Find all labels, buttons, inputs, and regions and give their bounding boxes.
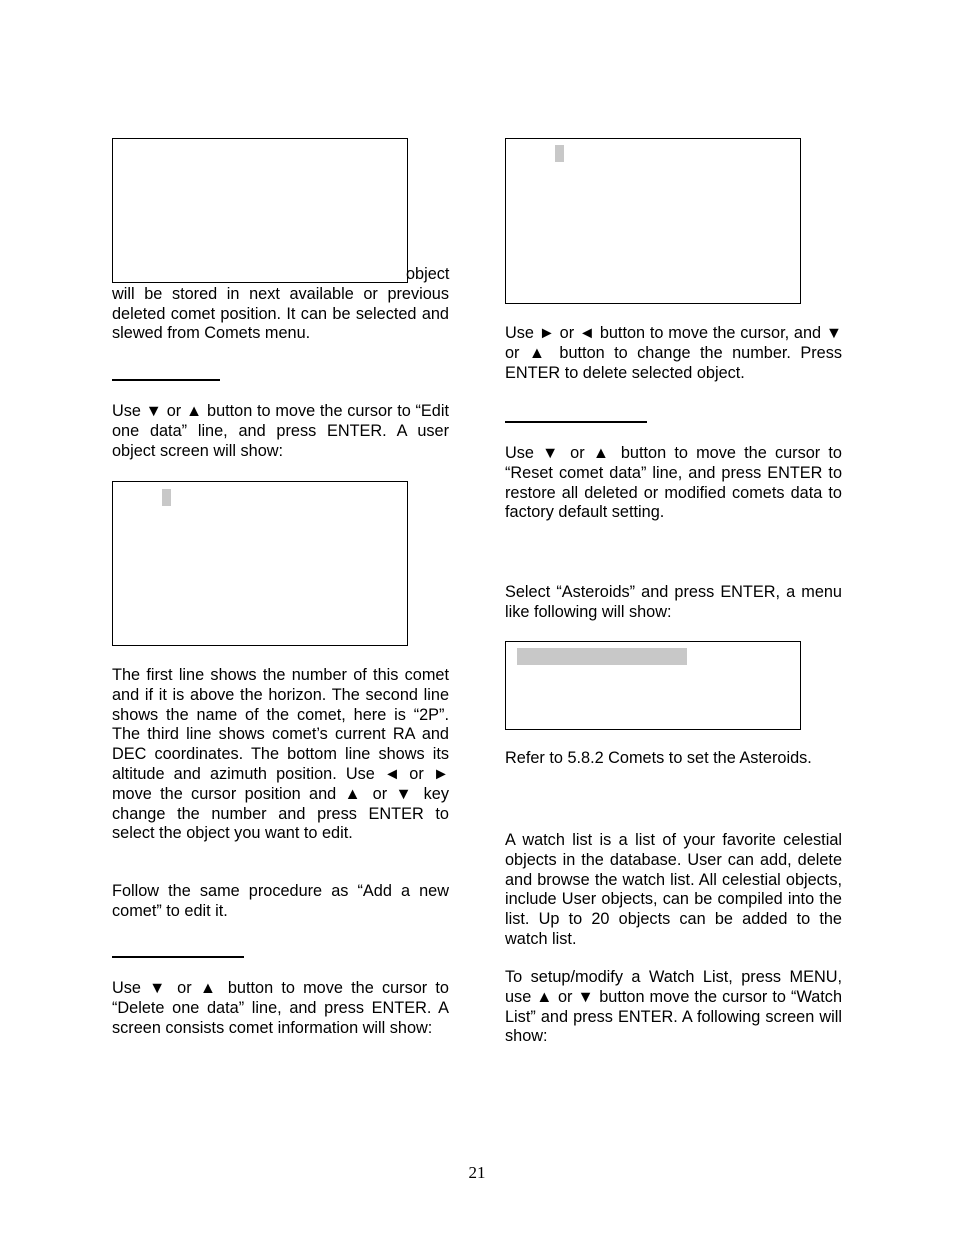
follow-procedure-paragraph: Follow the same procedure as “Add a new comet” to edit it. (112, 882, 449, 920)
reset-comet-paragraph: Use ▼ or ▲ button to move the cursor to “Reset comet data” line, and press ENTER to restore all deleted or modified comets data to factory default setting. (505, 444, 842, 522)
delete-intro-paragraph: Use ▼ or ▲ button to move the cursor to “Delete one data” line, and press ENTER. A screen consists comet information will show: (112, 979, 449, 1037)
move-cursor-paragraph: Use ► or ◄ button to move the cursor, and ▼ or ▲ button to change the number. Press ENTER to delete selected object. (505, 324, 842, 382)
section-heading-rule-delete (112, 956, 244, 958)
lcd-cursor (555, 145, 564, 162)
refer-comets-paragraph: Refer to 5.8.2 Comets to set the Asteroids. (505, 749, 812, 767)
section-heading-rule-edit (112, 379, 220, 381)
page-number: 21 (468, 1163, 486, 1182)
asteroids-intro-paragraph: Select “Asteroids” and press ENTER, a menu like following will show: (505, 583, 842, 621)
asteroids-menu-screen-box (505, 641, 801, 730)
watch-list-setup-paragraph: To setup/modify a Watch List, press MENU, use ▲ or ▼ button move the cursor to “Watch List” and press ENTER. A following screen will show: (505, 968, 842, 1046)
first-line-description-paragraph: The first line shows the number of this comet and if it is above the horizon. The second line shows the name of the comet, here is “2P”. The third line shows comet’s current RA and DEC coordinates. The bottom line shows its altitude and azimuth position. Use ◄ or ► move the cursor position and ▲ or ▼ key change the number and press ENTER to select the object you want to edit. (112, 666, 449, 843)
watch-list-description-paragraph: A watch list is a list of your favorite celestial objects in the database. User can add, delete and browse the watch list. All celestial objects, include User objects, can be compiled into the list. Up to 20 objects can be added to the watch list. (505, 831, 842, 948)
menu-selection-highlight (517, 648, 687, 665)
edit-comet-screen-box (112, 481, 408, 646)
add-comet-tail-paragraph: object will be stored in next available or previous deleted comet position. It can be selected and slewed from Comets menu. (112, 265, 450, 343)
delete-comet-screen-box (505, 138, 801, 304)
add-comet-screen-box (112, 138, 408, 283)
lcd-cursor (162, 489, 171, 506)
edit-intro-paragraph: Use ▼ or ▲ button to move the cursor to “Edit one data” line, and press ENTER. A user object screen will show: (112, 402, 449, 460)
section-heading-rule-reset (505, 421, 647, 423)
